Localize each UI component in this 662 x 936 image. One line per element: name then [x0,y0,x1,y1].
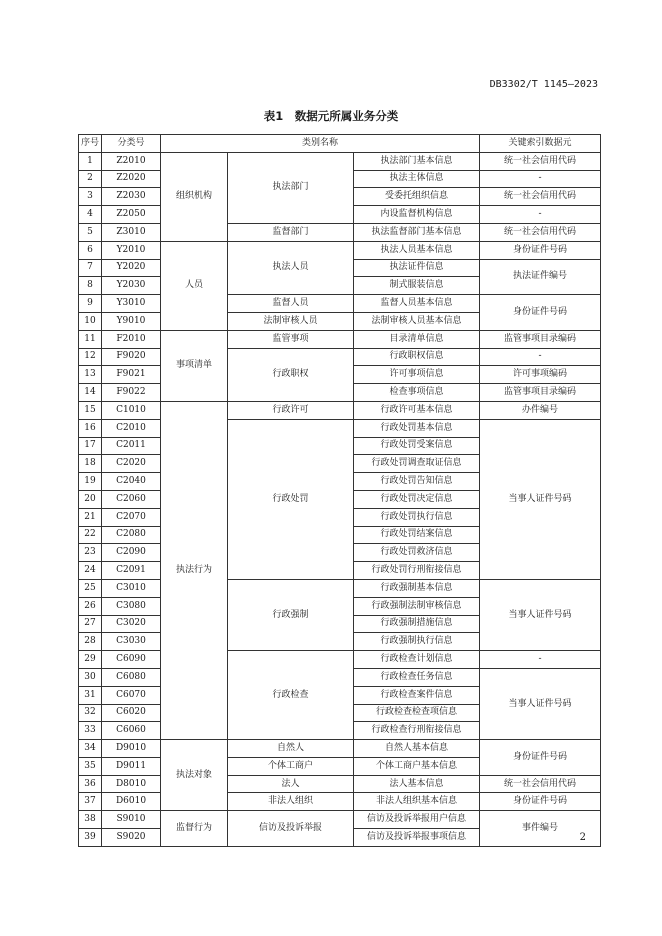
row-seq: 35 [79,757,102,775]
category-level3: 信访及投诉举报用户信息 [354,811,480,829]
row-code: C2091 [102,562,161,580]
row-code: Z2010 [102,152,161,170]
category-level3: 行政检查计划信息 [354,651,480,669]
row-seq: 8 [79,277,102,295]
table-row [79,330,601,348]
category-level3: 行政处罚调查取证信息 [354,455,480,473]
category-level2: 法制审核人员 [228,312,354,330]
row-code: C6090 [102,651,161,669]
category-level1: 执法行为 [161,401,228,739]
row-code: C6070 [102,686,161,704]
category-level3: 行政处罚基本信息 [354,419,480,437]
row-seq: 3 [79,188,102,206]
key-data-element: 监管事项目录编码 [480,330,601,348]
row-seq: 27 [79,615,102,633]
row-code: C2070 [102,508,161,526]
key-data-element: 当事人证件号码 [480,668,601,739]
key-data-element: 统一社会信用代码 [480,775,601,793]
table-row [79,419,601,437]
category-level3: 行政检查行刑衔接信息 [354,722,480,740]
category-level3: 行政强制执行信息 [354,633,480,651]
row-code: C2020 [102,455,161,473]
category-level2: 执法部门 [228,152,354,223]
category-level3: 行政强制基本信息 [354,579,480,597]
category-level3: 检查事项信息 [354,384,480,402]
category-level2: 行政许可 [228,401,354,419]
row-seq: 29 [79,651,102,669]
category-level2: 监督人员 [228,295,354,313]
row-code: F9020 [102,348,161,366]
row-seq: 21 [79,508,102,526]
category-level3: 法制审核人员基本信息 [354,312,480,330]
header-code: 分类号 [102,135,161,153]
row-seq: 30 [79,668,102,686]
key-data-element: 身份证件号码 [480,295,601,331]
row-code: Z3010 [102,223,161,241]
category-level3: 行政处罚执行信息 [354,508,480,526]
row-seq: 38 [79,811,102,829]
category-level3: 行政处罚救济信息 [354,544,480,562]
category-level3: 行政检查案件信息 [354,686,480,704]
table-row [79,740,601,758]
row-seq: 5 [79,223,102,241]
table-row [79,775,601,793]
category-level2: 行政处罚 [228,419,354,579]
table-row [79,348,601,366]
category-level3: 执法监督部门基本信息 [354,223,480,241]
row-seq: 15 [79,401,102,419]
row-seq: 10 [79,312,102,330]
key-data-element: 身份证件号码 [480,241,601,259]
category-level3: 行政检查任务信息 [354,668,480,686]
table-title: 表1 数据元所属业务分类 [263,109,399,123]
row-seq: 23 [79,544,102,562]
header-category: 类别名称 [161,135,480,153]
key-data-element: 许可事项编码 [480,366,601,384]
row-code: C6080 [102,668,161,686]
category-level3: 信访及投诉举报事项信息 [354,829,480,847]
row-code: C2060 [102,490,161,508]
category-level3: 执法部门基本信息 [354,152,480,170]
row-seq: 14 [79,384,102,402]
category-level2: 非法人组织 [228,793,354,811]
row-seq: 32 [79,704,102,722]
row-code: S9020 [102,829,161,847]
category-level3: 行政处罚结案信息 [354,526,480,544]
row-code: Y9010 [102,312,161,330]
category-level3: 法人基本信息 [354,775,480,793]
row-seq: 18 [79,455,102,473]
row-seq: 37 [79,793,102,811]
row-seq: 11 [79,330,102,348]
row-code: C2080 [102,526,161,544]
category-level3: 个体工商户基本信息 [354,757,480,775]
table-row [79,295,601,313]
row-code: C2090 [102,544,161,562]
category-level3: 行政处罚受案信息 [354,437,480,455]
row-code: F2010 [102,330,161,348]
row-code: F9022 [102,384,161,402]
category-level1: 组织机构 [161,152,228,241]
row-code: C3080 [102,597,161,615]
category-level2: 监督部门 [228,223,354,241]
row-seq: 31 [79,686,102,704]
row-seq: 39 [79,829,102,847]
row-seq: 22 [79,526,102,544]
table-header-row [79,135,601,153]
row-seq: 2 [79,170,102,188]
table-row [79,223,601,241]
category-level2: 执法人员 [228,241,354,294]
category-level3: 行政处罚决定信息 [354,490,480,508]
row-code: C2040 [102,473,161,491]
row-code: F9021 [102,366,161,384]
category-level3: 受委托组织信息 [354,188,480,206]
row-seq: 28 [79,633,102,651]
category-level3: 行政检查检查项信息 [354,704,480,722]
row-seq: 7 [79,259,102,277]
row-seq: 20 [79,490,102,508]
category-level2: 法人 [228,775,354,793]
row-seq: 25 [79,579,102,597]
header-seq: 序号 [79,135,102,153]
row-seq: 26 [79,597,102,615]
row-code: Y2020 [102,259,161,277]
key-data-element: 统一社会信用代码 [480,188,601,206]
key-data-element: 身份证件号码 [480,793,601,811]
category-level3: 自然人基本信息 [354,740,480,758]
category-level2: 行政强制 [228,579,354,650]
table-row [79,241,601,259]
category-level1: 事项清单 [161,330,228,401]
row-code: D6010 [102,793,161,811]
category-level2: 个体工商户 [228,757,354,775]
category-level2: 自然人 [228,740,354,758]
row-code: S9010 [102,811,161,829]
category-level3: 监督人员基本信息 [354,295,480,313]
key-data-element: 身份证件号码 [480,740,601,776]
row-seq: 16 [79,419,102,437]
row-code: Z2030 [102,188,161,206]
row-code: C1010 [102,401,161,419]
key-data-element: 执法证件编号 [480,259,601,295]
category-level3: 行政许可基本信息 [354,401,480,419]
key-data-element: - [480,348,601,366]
document-code: DB3302/T 1145—2023 [489,79,598,90]
key-data-element: 统一社会信用代码 [480,223,601,241]
row-seq: 24 [79,562,102,580]
row-code: C3010 [102,579,161,597]
row-code: Y3010 [102,295,161,313]
category-level3: 非法人组织基本信息 [354,793,480,811]
category-level3: 行政处罚告知信息 [354,473,480,491]
row-seq: 6 [79,241,102,259]
category-level2: 监管事项 [228,330,354,348]
category-level3: 制式服装信息 [354,277,480,295]
row-seq: 12 [79,348,102,366]
key-data-element: 当事人证件号码 [480,579,601,650]
key-data-element: 事件编号 [480,811,601,847]
category-level2: 行政职权 [228,348,354,401]
row-code: Z2020 [102,170,161,188]
category-level3: 行政处罚行刑衔接信息 [354,562,480,580]
row-seq: 13 [79,366,102,384]
category-level1: 人员 [161,241,228,330]
category-level3: 行政强制法制审核信息 [354,597,480,615]
table-row [79,651,601,669]
table-row [79,152,601,170]
table-row [79,401,601,419]
category-level3: 行政强制措施信息 [354,615,480,633]
row-code: Y2010 [102,241,161,259]
row-seq: 33 [79,722,102,740]
row-seq: 9 [79,295,102,313]
row-seq: 19 [79,473,102,491]
row-code: C3020 [102,615,161,633]
key-data-element: 办件编号 [480,401,601,419]
row-code: D9010 [102,740,161,758]
header-key: 关键索引数据元 [480,135,601,153]
business-classification-table [78,134,601,847]
row-seq: 4 [79,206,102,224]
key-data-element: 当事人证件号码 [480,419,601,579]
category-level3: 执法证件信息 [354,259,480,277]
category-level3: 执法人员基本信息 [354,241,480,259]
row-code: C6020 [102,704,161,722]
row-code: D9011 [102,757,161,775]
row-code: C2010 [102,419,161,437]
key-data-element: - [480,206,601,224]
row-seq: 17 [79,437,102,455]
category-level2: 信访及投诉举报 [228,811,354,847]
key-data-element: 监管事项目录编码 [480,384,601,402]
table-row [79,793,601,811]
row-seq: 34 [79,740,102,758]
key-data-element: - [480,170,601,188]
table-row [79,579,601,597]
table-row [79,811,601,829]
category-level1: 执法对象 [161,740,228,811]
category-level3: 目录清单信息 [354,330,480,348]
category-level3: 内设监督机构信息 [354,206,480,224]
category-level3: 执法主体信息 [354,170,480,188]
row-code: C2011 [102,437,161,455]
category-level3: 许可事项信息 [354,366,480,384]
key-data-element: - [480,651,601,669]
row-code: Y2030 [102,277,161,295]
key-data-element: 统一社会信用代码 [480,152,601,170]
row-seq: 36 [79,775,102,793]
row-code: C3030 [102,633,161,651]
row-code: Z2050 [102,206,161,224]
row-code: D8010 [102,775,161,793]
category-level1: 监督行为 [161,811,228,847]
category-level2: 行政检查 [228,651,354,740]
page-number: 2 [579,832,586,843]
row-seq: 1 [79,152,102,170]
row-code: C6060 [102,722,161,740]
category-level3: 行政职权信息 [354,348,480,366]
